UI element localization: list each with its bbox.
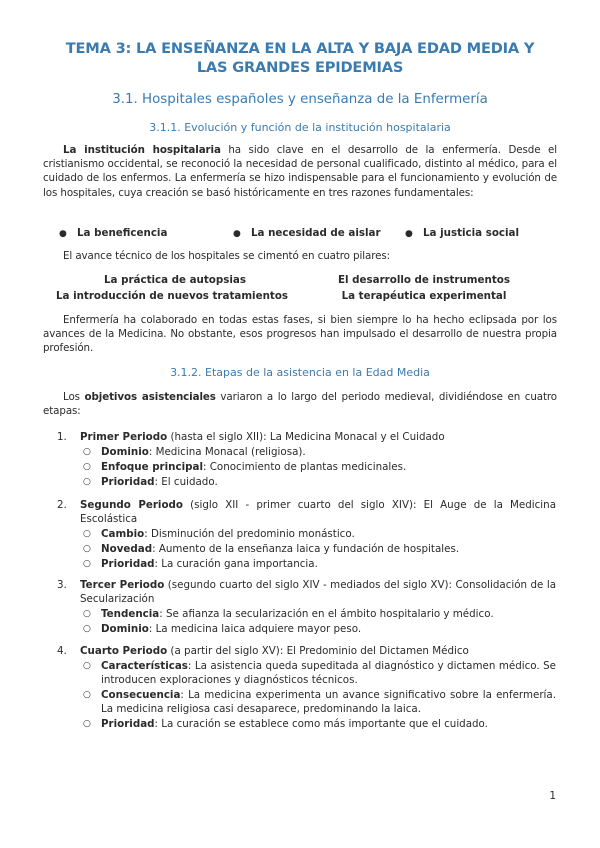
subsection-heading-2: 3.1.2. Etapas de la asistencia en la Edad Media <box>170 366 430 379</box>
circle-bullet-icon: ○ <box>83 624 91 634</box>
reason-item: ● La beneficencia <box>59 225 167 242</box>
document-title: TEMA 3: LA ENSEÑANZA EN LA ALTA Y BAJA EDAD MEDIA Y LAS GRANDES EPIDEMIAS <box>65 40 535 76</box>
circle-bullet-icon: ○ <box>83 462 91 472</box>
bullet-icon: ● <box>59 229 67 239</box>
circle-bullet-icon: ○ <box>83 690 91 700</box>
reason-item: ● La justicia social <box>405 225 519 242</box>
paragraph-objectives: Los objetivos asistenciales variaron a lo largo del periodo medieval, dividiéndose en cuatro etapas: <box>43 391 558 418</box>
circle-bullet-icon: ○ <box>83 559 91 569</box>
circle-bullet-icon: ○ <box>83 477 91 487</box>
period-subitem: ○ Prioridad: El cuidado. <box>83 476 218 488</box>
reasons-list <box>43 225 557 241</box>
bold-term: La institución hospitalaria <box>63 144 221 156</box>
subsection-heading-1: 3.1.1. Evolución y función de la institución hospitalaria <box>149 121 451 134</box>
period-subitem: ○ Novedad: Aumento de la enseñanza laica y fundación de hospitales. <box>83 543 460 555</box>
period-subitem: ○ Características: La asistencia queda supeditada al diagnóstico y dictamen médico. Se introducen exploraciones y diagnósticos técnicos. <box>83 660 556 687</box>
period-name: Segundo Periodo <box>80 499 183 511</box>
period-subitem: ○ Enfoque principal: Conocimiento de plantas medicinales. <box>83 461 407 473</box>
periods-list: 1. Primer Periodo (hasta el siglo XII): La Medicina Monacal y el Cuidado ○ Dominio: Medicina Monacal (religiosa). ○ Enfoque principal: Conocimiento de plantas medicinales. ○ Prioridad: El cuidado. 2. Segundo Periodo (siglo XII - primer cuarto del siglo XIV): El Auge de la Medicina Escolástica ○ Cambio: Disminución del predominio monástico. ○ Novedad: Aumento de la enseñanza laica y fundación de hospitales. ○ Prioridad: La curación gana importancia. 3. Tercer Periodo (segundo cuarto del siglo XIV - mediados del siglo XV): Consolidación de la Secularización ○ Tendencia: Se afianza la secularización en el ámbito hospitalario y médico. ○ Dominio: La medicina laica adquiere mayor peso. 4. Cuarto Periodo (a partir del siglo XV): El Predominio del Dictamen Médico ○ Características: La asistencia queda supeditada al diagnóstico y dictamen médico. Se introducen exploraciones y diagnósticos técnicos. ○ Consecuencia: La medicina experimenta un avance significativo sobre la enfermería. La medicina religiosa casi desaparece, predominando la laica. ○ Prioridad: La curación se establece como más importante que el cuidado. <box>57 431 557 730</box>
paragraph-nursing: Enfermería ha colaborado en todas estas fases, si bien siempre lo ha hecho eclipsada por los avances de la Medicina. No obstante, esos progresos han impulsado el desarrollo de nuestra propia profesión. <box>43 314 557 355</box>
period-subitem: ○ Tendencia: Se afianza la secularización en el ámbito hospitalario y médico. <box>83 608 494 620</box>
circle-bullet-icon: ○ <box>83 529 91 539</box>
period-subitem: ○ Dominio: Medicina Monacal (religiosa). <box>83 446 306 458</box>
bold-term: objetivos asistenciales <box>84 391 216 403</box>
period-subitem: ○ Prioridad: La curación se establece como más importante que el cuidado. <box>83 718 488 730</box>
period-name: Primer Periodo <box>80 431 168 443</box>
circle-bullet-icon: ○ <box>83 661 91 671</box>
paragraph-institution <box>43 143 557 200</box>
circle-bullet-icon: ○ <box>83 447 91 457</box>
page-number: 1 <box>549 790 556 802</box>
pillar-item: La introducción de nuevos tratamientos <box>55 290 289 302</box>
pillar-item: La terapéutica experimental <box>341 290 507 302</box>
period-subitem: ○ Prioridad: La curación gana importancia. <box>83 558 318 570</box>
period-subitem: ○ Consecuencia: La medicina experimenta un avance significativo sobre la enfermería. La medicina religiosa casi desaparece, predominando la laica. <box>83 689 556 716</box>
paragraph-pillars-intro: El avance técnico de los hospitales se cimentó en cuatro pilares: <box>63 250 391 262</box>
section-heading: 3.1. Hospitales españoles y enseñanza de la Enfermería <box>112 92 488 107</box>
pillar-item: La práctica de autopsias <box>103 274 246 286</box>
pillars-grid <box>40 273 560 305</box>
period-name: Tercer Periodo <box>80 579 165 591</box>
bullet-icon: ● <box>233 229 241 239</box>
circle-bullet-icon: ○ <box>83 544 91 554</box>
reason-item: ● La necesidad de aislar <box>233 225 381 242</box>
paragraph-text: ha sido clave en el desarrollo de la enfermería. Desde el cristianismo occidental, se reconoció la necesidad de personal cualificado, distinto al médico, para el cuidado de los enfermos. La enfermería se hizo indispensable para el funcionamiento y evolución de los hospitales, cuya creación se basó históricamente en tres razones fundamentales: <box>43 144 557 199</box>
period-subitem: ○ Dominio: La medicina laica adquiere mayor peso. <box>83 623 362 635</box>
pillar-item: El desarrollo de instrumentos <box>338 274 510 286</box>
circle-bullet-icon: ○ <box>83 609 91 619</box>
period-subitem: ○ Cambio: Disminución del predominio monástico. <box>83 528 355 540</box>
circle-bullet-icon: ○ <box>83 719 91 729</box>
bullet-icon: ● <box>405 229 413 239</box>
period-name: Cuarto Periodo <box>80 645 168 657</box>
